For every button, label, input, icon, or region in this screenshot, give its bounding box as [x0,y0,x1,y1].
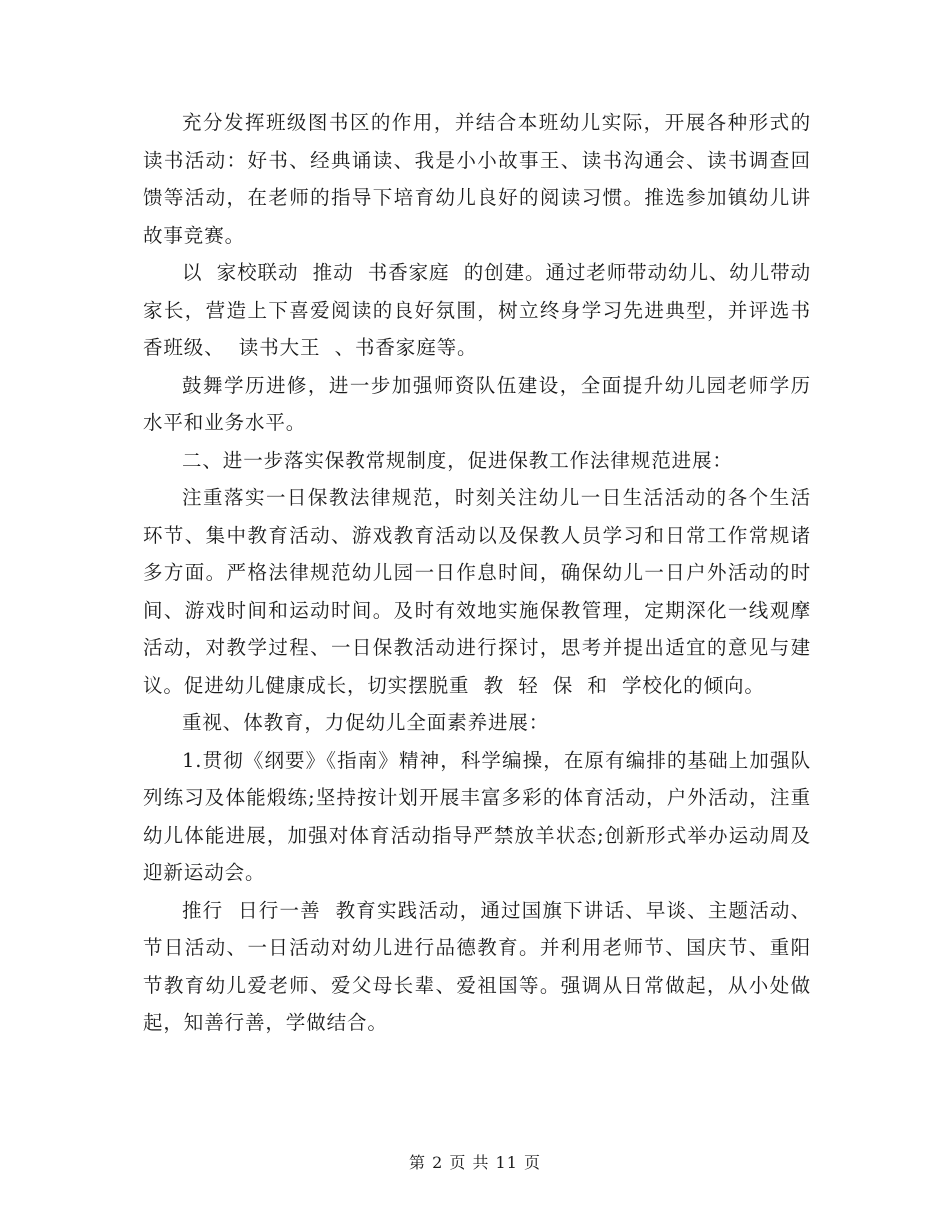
paragraph: 推行 日行一善 教育实践活动，通过国旗下讲话、早谈、主题活动、节日活动、一日活动对幼儿进行品德教育。并利用老师节、国庆节、重阳节教育幼儿爱老师、爱父母长辈、爱祖国等。强调从日常做起，从小处做起，知善行善，学做结合。 [143,898,811,1034]
paragraph: 充分发挥班级图书区的作用，并结合本班幼儿实际，开展各种形式的读书活动：好书、经典诵读、我是小小故事王、读书沟通会、读书调查回馈等活动，在老师的指导下培育幼儿良好的阅读习惯。推选参加镇幼儿讲故事竞赛。 [143,111,811,247]
paragraph: 鼓舞学历进修，进一步加强师资队伍建设，全面提升幼儿园老师学历水平和业务水平。 [143,373,811,434]
document-body [143,104,811,1042]
page-number-footer: 第 2 页 共 11 页 [409,1153,541,1172]
section-heading: 重视、体教育，力促幼儿全面素养进展： [182,711,550,734]
section-heading: 二、进一步落实保教常规制度，促进保教工作法律规范进展： [182,448,733,472]
paragraph: 注重落实一日保教法律规范，时刻关注幼儿一日生活活动的各个生活环节、集中教育活动、游戏教育活动以及保教人员学习和日常工作常规诸多方面。严格法律规范幼儿园一日作息时间，确保幼儿一日户外活动的时间、游戏时间和运动时间。及时有效地实施保教管理，定期深化一线观摩活动，对教学过程、一日保教活动进行探讨，思考并提出适宜的意见与建议。促进幼儿健康成长，切实摆脱重 教 轻 保 和 学校化的倾向。 [143,486,811,697]
paragraph: 以 家校联动 推动 书香家庭 的创建。通过老师带动幼儿、幼儿带动家长，营造上下喜爱阅读的良好氛围，树立终身学习先进典型，并评选书香班级、 读书大王 、书香家庭等。 [143,261,811,359]
paragraph: 1.贯彻《纲要》《指南》精神，科学编操，在原有编排的基础上加强队列练习及体能煅练;坚持按计划开展丰富多彩的体育活动，户外活动，注重幼儿体能进展，加强对体育活动指导严禁放羊状态;创新形式举办运动周及迎新运动会。 [143,748,811,884]
